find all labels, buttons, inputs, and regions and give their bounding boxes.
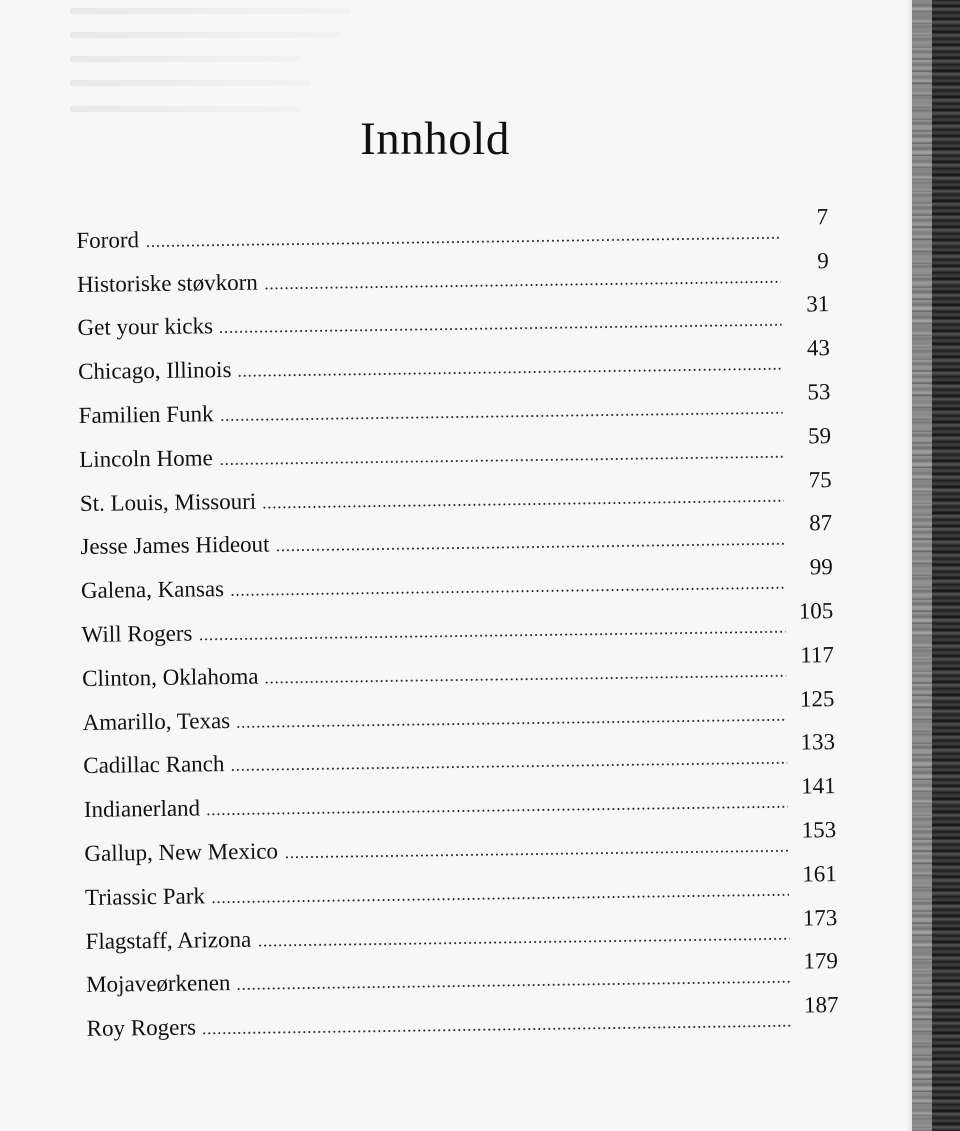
toc-entry-page-number: 161 (802, 860, 837, 887)
toc-entry-page-number: 59 (807, 422, 832, 449)
toc-entry-page-number: 187 (803, 992, 839, 1018)
page-title: Innhold (360, 113, 510, 165)
toc-entry-label: Familien Funk (78, 401, 214, 428)
toc-entry-page-number: 75 (808, 466, 832, 493)
toc-entry-label: Indianerland (83, 795, 201, 823)
toc-entry-label: Mojaveørkenen (85, 970, 231, 998)
dot-leader (230, 587, 785, 596)
toc-entry-label: Cadillac Ranch (83, 751, 225, 779)
toc-entry-label: Lincoln Home (79, 445, 213, 472)
toc-entry-label: Will Rogers (81, 620, 193, 647)
dot-leader (237, 981, 791, 990)
toc-entry-label: Forord (76, 226, 140, 253)
toc-entry-label: Roy Rogers (86, 1014, 197, 1042)
dot-leader (276, 543, 785, 552)
toc-entry-page-number: 105 (798, 598, 834, 624)
dot-leader (219, 456, 783, 465)
dot-leader (262, 499, 784, 508)
toc-entry-page-number: 7 (816, 203, 829, 230)
toc-entry-page-number: 9 (817, 247, 829, 273)
toc-entry-label: Flagstaff, Arizona (85, 926, 252, 954)
toc-entry-page-number: 87 (809, 510, 833, 536)
toc-entry-page-number: 153 (801, 817, 837, 843)
toc-entry-label: Clinton, Oklahoma (81, 663, 259, 691)
dot-leader (238, 368, 783, 377)
toc-entry-page-number: 133 (800, 729, 836, 755)
dot-leader (265, 675, 787, 684)
toc-entry-page-number: 125 (799, 685, 835, 712)
toc-entry-label: Gallup, New Mexico (84, 838, 279, 866)
toc-entry-label: Historiske støvkorn (76, 269, 258, 297)
toc-entry-page-number: 117 (800, 641, 835, 668)
table-of-contents (76, 200, 839, 1042)
toc-entry-label: Triassic Park (84, 883, 206, 910)
dot-leader (211, 893, 789, 903)
toc-entry-page-number: 141 (800, 773, 836, 799)
dot-leader (219, 324, 782, 333)
toc-entry-label: Get your kicks (77, 313, 214, 341)
toc-entry-page-number: 173 (802, 904, 838, 931)
toc-entry-page-number: 53 (807, 379, 831, 405)
toc-entry-label: Galena, Kansas (80, 576, 225, 604)
dot-leader (236, 718, 787, 727)
toc-entry-label: Chicago, Illinois (77, 357, 232, 385)
dot-leader (257, 937, 789, 946)
dot-leader (202, 1025, 791, 1035)
toc-entry-page-number: 43 (806, 335, 831, 361)
toc-entry-label: Amarillo, Texas (82, 707, 231, 735)
dot-leader (264, 280, 781, 289)
dot-leader (220, 412, 783, 421)
toc-entry-page-number: 99 (809, 554, 833, 580)
dot-leader (284, 850, 788, 859)
book-edge-highlight (912, 0, 932, 1131)
toc-entry-label: Jesse James Hideout (80, 531, 270, 560)
dot-leader (230, 762, 787, 771)
toc-entry-label: St. Louis, Missouri (79, 488, 257, 516)
toc-entry-page-number: 179 (803, 948, 839, 974)
toc-entry-page-number: 31 (806, 291, 830, 317)
